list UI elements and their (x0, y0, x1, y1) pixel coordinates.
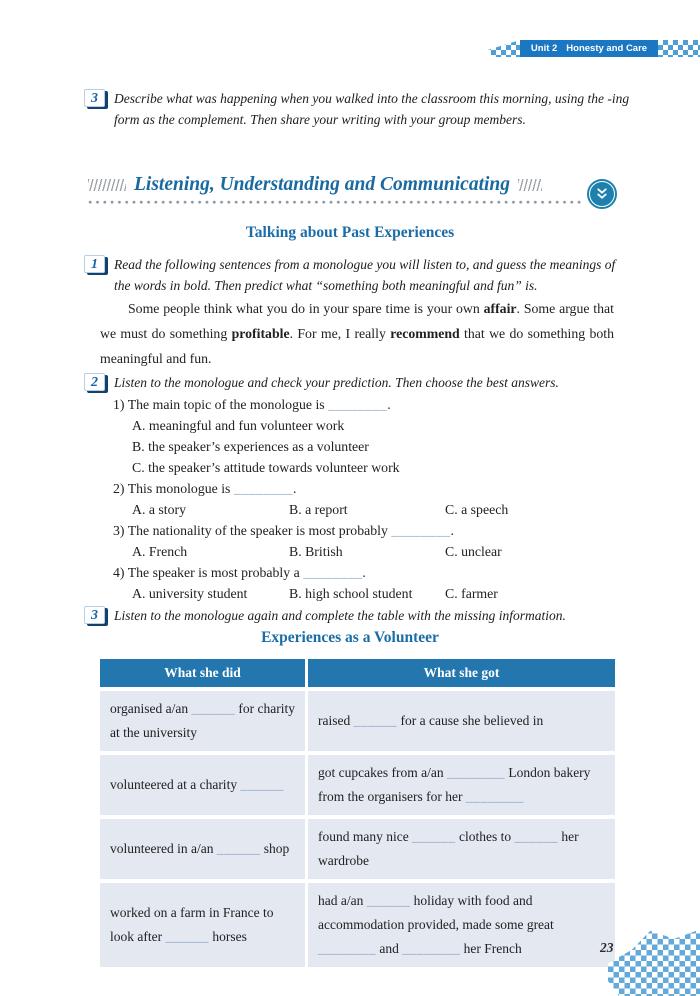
option: A. French (132, 544, 188, 559)
table-cell: got cupcakes from a/an ________ London bakery from the organisers for her ________ (308, 755, 615, 815)
table-cell: organised a/an ______ for charity at the university (100, 691, 305, 751)
exercise-number-badge: 3 (84, 89, 105, 107)
checker-pattern-corner (608, 928, 700, 996)
chevron-double-down-icon (587, 179, 617, 209)
option: A. a story (132, 502, 187, 517)
bold-vocabulary-word: recommend (390, 326, 460, 341)
option: B. a report (289, 502, 348, 517)
section-header (88, 174, 542, 196)
option: A. university student (132, 586, 248, 601)
table-cell: had a/an ______ holiday with food and accommodation provided, made some great ________ and ________ her French (308, 883, 615, 967)
unit-title: Honesty and Care (566, 43, 648, 54)
question-label: 4) The speaker is most probably a ________. (113, 565, 366, 580)
hatch-decoration-right (518, 179, 542, 191)
exercise-instruction: Describe what was happening when you walked into the classroom this morning, using the -ing form as the complement. Then share your writing with your group members. (114, 91, 630, 127)
table-cell: worked on a farm in France to look after ______ horses (100, 883, 305, 967)
volunteer-experiences-table (97, 655, 618, 971)
checker-pattern-left (486, 40, 520, 57)
option: B. the speaker’s experiences as a volunteer (132, 439, 369, 454)
question-label: 3) The nationality of the speaker is most probably ________. (113, 523, 454, 538)
table-cell: volunteered at a charity ______ (100, 755, 305, 815)
option: A. meaningful and fun volunteer work (132, 418, 345, 433)
unit-banner (486, 40, 700, 57)
table-header-row (100, 659, 615, 687)
option: C. the speaker’s attitude towards volunteer work (132, 460, 400, 475)
exercise-1 (84, 254, 634, 296)
blank-line: ________ (318, 941, 376, 956)
question-label: 2) This monologue is ________. (113, 481, 297, 496)
table-cell: volunteered in a/an ______ shop (100, 819, 305, 879)
exercise-3 (84, 605, 634, 626)
option: C. a speech (445, 502, 509, 517)
checker-pattern-right (658, 40, 700, 57)
blank-line: ________ (328, 397, 388, 412)
listening-passage: Some people think what you do in your spare time is your own affair. Some argue that we must do something profitable. For me, I really recommend that we do something both meaningful and fun. (100, 301, 614, 366)
blank-line: ________ (402, 941, 461, 956)
option: B. British (289, 544, 343, 559)
blank-line: ______ (191, 701, 235, 716)
exercise-number-badge: 3 (84, 606, 105, 624)
table-header-cell: What she did (100, 659, 305, 687)
option-group (113, 583, 640, 604)
unit-label: Unit 2 (530, 43, 558, 54)
bold-vocabulary-word: affair (483, 301, 517, 316)
blank-line: ______ (216, 841, 261, 856)
dotted-divider (88, 200, 584, 205)
blank-line: ______ (240, 777, 284, 792)
blank-line: ______ (366, 893, 411, 908)
blank-line: ______ (353, 713, 398, 728)
question-label: 1) The main topic of the monologue is ________. (113, 397, 391, 412)
table-row (100, 883, 615, 967)
blank-line: ______ (165, 929, 209, 944)
table-row (100, 819, 615, 879)
option-group (113, 499, 640, 520)
option-group (113, 415, 640, 478)
section-title: Listening, Understanding and Communicating (134, 174, 511, 195)
option-group (113, 541, 640, 562)
unit-band (520, 40, 658, 57)
question-list (113, 394, 640, 604)
exercise-intro (84, 88, 634, 130)
table-row (100, 755, 615, 815)
section-subtitle: Talking about Past Experiences (245, 224, 455, 241)
table-row (100, 691, 615, 751)
page-number: 23 (600, 940, 614, 955)
blank-line: ________ (391, 523, 451, 538)
exercise-instruction: Listen to the monologue and check your prediction. Then choose the best answers. (114, 375, 559, 390)
exercise-number-badge: 1 (84, 255, 105, 273)
blank-line: ________ (465, 789, 524, 804)
table-title: Experiences as a Volunteer (261, 629, 439, 646)
exercise-number-badge: 2 (84, 373, 105, 391)
hatch-decoration-left (88, 179, 126, 191)
option: B. high school student (289, 586, 413, 601)
option: C. unclear (445, 544, 502, 559)
blank-line: ______ (412, 829, 456, 844)
exercise-instruction: Read the following sentences from a monologue you will listen to, and guess the meanings of the words in bold. Then predict what “something both meaningful and fun” is. (114, 257, 616, 293)
table-cell: raised ______ for a cause she believed in (308, 691, 615, 751)
blank-line: ________ (303, 565, 363, 580)
blank-line: ________ (233, 481, 294, 496)
blank-line: ______ (514, 829, 558, 844)
blank-line: ________ (446, 765, 505, 780)
exercise-instruction: Listen to the monologue again and complete the table with the missing information. (114, 608, 566, 623)
option: C. farmer (445, 586, 498, 601)
exercise-2 (84, 372, 634, 393)
table-cell: found many nice ______ clothes to ______ her wardrobe (308, 819, 615, 879)
table-header-cell: What she got (308, 659, 615, 687)
bold-vocabulary-word: profitable (231, 326, 290, 341)
